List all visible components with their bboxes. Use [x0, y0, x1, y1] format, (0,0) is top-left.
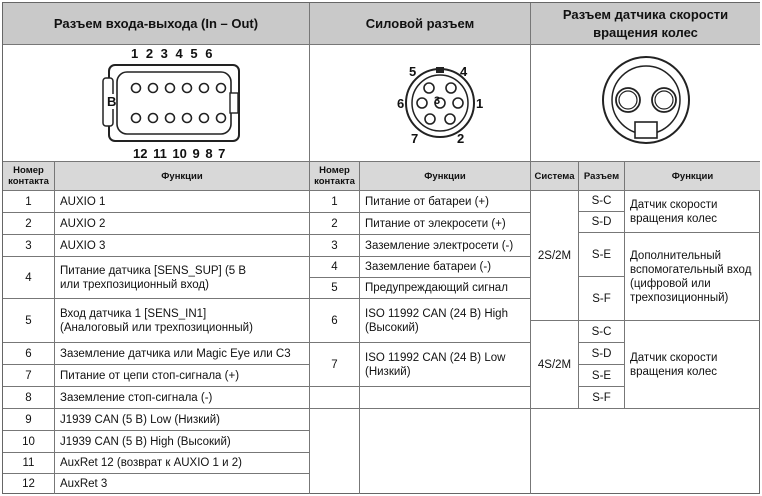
- io-row-5-number: 5: [3, 299, 55, 343]
- io-row-4-number: 4: [3, 257, 55, 299]
- subheader-connector: Разъем: [579, 162, 625, 191]
- io-row-2-function: AUXIO 2: [55, 213, 310, 235]
- io-bottom-pin-numbers: 12 11 10 9 8 7: [133, 146, 226, 161]
- speed-connector-icon: [531, 45, 760, 162]
- io-row-11-number: 11: [3, 453, 55, 474]
- io-row-11-function: AuxRet 12 (возврат к AUXIO 1 и 2): [55, 453, 310, 474]
- io-top-pin-numbers: 1 2 3 4 5 6: [131, 46, 213, 61]
- subheader-power-functions: Функции: [360, 162, 531, 191]
- power-row-2-number: 2: [310, 213, 360, 235]
- io-row-2-number: 2: [3, 213, 55, 235]
- power-row-4-number: 4: [310, 257, 360, 278]
- power-row-3-function: Заземление электросети (-): [360, 235, 531, 257]
- speed-function-aux-input: Дополнительный вспомогательный вход (цифровой или трехпозиционный): [625, 233, 760, 321]
- power-empty-number-8: [310, 387, 360, 409]
- io-row-1-function: AUXIO 1: [55, 191, 310, 213]
- io-key-letter: B: [107, 94, 117, 109]
- speed-system-4s2m: 4S/2M: [531, 321, 579, 409]
- subheader-speed-functions: Функции: [625, 162, 760, 191]
- speed-connector-sc-1: S-C: [579, 191, 625, 212]
- power-row-6-number: 6: [310, 299, 360, 343]
- power-pin-label-2: 2: [457, 131, 465, 146]
- io-row-9-function: J1939 CAN (5 В) Low (Низкий): [55, 409, 310, 431]
- header-speed: Разъем датчика скорости вращения колес: [531, 3, 760, 45]
- power-empty-number-rest: [310, 409, 360, 494]
- connector-table: [2, 2, 760, 494]
- power-row-7-number: 7: [310, 343, 360, 387]
- io-row-8-function: Заземление стоп-сигнала (-): [55, 387, 310, 409]
- io-row-10-number: 10: [3, 431, 55, 453]
- speed-connector-sf-1: S-F: [579, 277, 625, 321]
- subheader-io-number: Номер контакта: [3, 162, 55, 191]
- power-pin-label-5: 5: [409, 64, 417, 79]
- power-row-3-number: 3: [310, 235, 360, 257]
- io-connector-icon: [3, 45, 310, 162]
- io-row-6-function: Заземление датчика или Magic Eye или C3: [55, 343, 310, 365]
- power-row-6-function: ISO 11992 CAN (24 В) High (Высокий): [360, 299, 531, 343]
- power-empty-function-rest: [360, 409, 531, 494]
- power-connector-icon: [310, 45, 531, 162]
- subheader-io-functions: Функции: [55, 162, 310, 191]
- power-pin-label-6: 6: [397, 96, 405, 111]
- io-row-10-function: J1939 CAN (5 В) High (Высокий): [55, 431, 310, 453]
- power-pin-label-1: 1: [476, 96, 484, 111]
- io-row-6-number: 6: [3, 343, 55, 365]
- power-row-1-function: Питание от батареи (+): [360, 191, 531, 213]
- io-row-8-number: 8: [3, 387, 55, 409]
- io-row-4-function: Питание датчика [SENS_SUP] (5 В или трехпозиционный вход): [55, 257, 310, 299]
- power-row-5-number: 5: [310, 278, 360, 299]
- power-connector-picture: [310, 45, 531, 162]
- speed-connector-sc-2: S-C: [579, 321, 625, 343]
- io-row-7-number: 7: [3, 365, 55, 387]
- power-row-4-function: Заземление батареи (-): [360, 257, 531, 278]
- speed-connector-sd-1: S-D: [579, 212, 625, 233]
- io-row-9-number: 9: [3, 409, 55, 431]
- io-row-5-function: Вход датчика 1 [SENS_IN1] (Аналоговый или трехпозиционный): [55, 299, 310, 343]
- speed-connector-se-1: S-E: [579, 233, 625, 277]
- speed-connector-sd-2: S-D: [579, 343, 625, 365]
- power-pin-label-3: 3: [434, 95, 441, 107]
- power-row-1-number: 1: [310, 191, 360, 213]
- header-io: Разъем входа-выхода (In – Out): [3, 3, 310, 45]
- subheader-power-number: Номер контакта: [310, 162, 360, 191]
- io-row-7-function: Питание от цепи стоп-сигнала (+): [55, 365, 310, 387]
- speed-function-sensor-2: Датчик скорости вращения колес: [625, 321, 760, 409]
- speed-connector-picture: [531, 45, 760, 162]
- speed-function-sensor-1: Датчик скорости вращения колес: [625, 191, 760, 233]
- io-row-3-number: 3: [3, 235, 55, 257]
- speed-connector-se-2: S-E: [579, 365, 625, 387]
- power-pin-label-4: 4: [460, 64, 468, 79]
- speed-system-2s2m: 2S/2M: [531, 191, 579, 321]
- speed-connector-sf-2: S-F: [579, 387, 625, 409]
- io-connector-picture: [3, 45, 310, 162]
- power-pin-label-7: 7: [411, 131, 419, 146]
- power-row-2-function: Питание от элекросети (+): [360, 213, 531, 235]
- io-row-12-function: AuxRet 3: [55, 474, 310, 494]
- io-row-3-function: AUXIO 3: [55, 235, 310, 257]
- power-row-5-function: Предупреждающий сигнал: [360, 278, 531, 299]
- subheader-system: Система: [531, 162, 579, 191]
- io-row-12-number: 12: [3, 474, 55, 494]
- power-empty-function-8: [360, 387, 531, 409]
- header-power: Силовой разъем: [310, 3, 531, 45]
- io-row-1-number: 1: [3, 191, 55, 213]
- power-row-7-function: ISO 11992 CAN (24 В) Low (Низкий): [360, 343, 531, 387]
